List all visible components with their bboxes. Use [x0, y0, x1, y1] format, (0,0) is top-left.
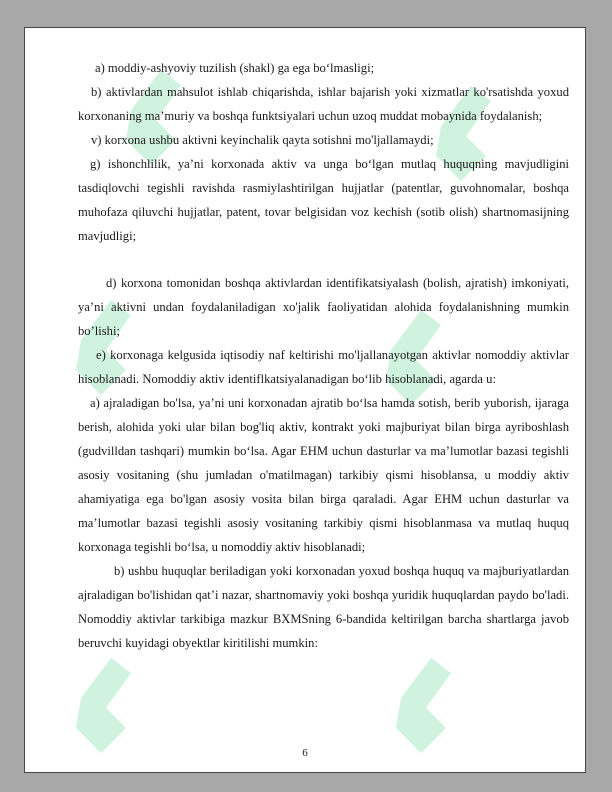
- document-body: [78, 56, 569, 655]
- paragraph: b) aktivlardan mahsulot ishlab chiqarishda, ishlar bajarish yoki xizmatlar ko'rsatishda yoxud korxonaning ma’muriy va boshqa funktsiyalari uchun uzoq muddat mobaynida foydalanish;: [78, 85, 569, 123]
- document-page: [24, 27, 586, 773]
- paragraph: a) ajraladigan bo'lsa, ya’ni uni korxonadan ajratib boʻlsa hamda sotish, berib yuborish, ijaraga berish, alohida yoki ular bilan bog'liq aktiv, kontrakt yoki majburiyat bilan birga ayriboshlash (gudvilldan tashqari) mumkin boʻlsa. Agar EHM uchun dasturlar va ma’lumotlar bazasi tegishli asosiy vositaning (shu jumladan o'matilmagan) tarkibiy qismi hisoblansa, u moddiy aktiv ahamiyatiga ega bo'lgan asosiy vosita bilan birga qaraladi. Agar EHM uchun dasturlar va ma’lumotlar bazasi tegishli asosiy vositaning tarkibiy qismi hisoblanmasa va mutlaq huquq korxonaga tegishli boʻlsa, u nomoddiy aktiv hisoblanadi;: [78, 396, 569, 554]
- paragraph: b) ushbu huquqlar beriladigan yoki korxonadan yoxud boshqa huquq va majburiyatlardan ajraladigan bo'lishidan qat’i nazar, shartnomaviy yoki boshqa yuridik huquqlardan paydo bo'ladi. Nomoddiy aktivlar tarkibiga mazkur BXMSning 6-bandida keltirilgan barcha shartlarga javob beruvchi kuyidagi obyektlar kiritilishi mumkin:: [78, 564, 569, 650]
- paragraph: g) ishonchlilik, ya’ni korxonada aktiv va unga boʻlgan mutlaq huquqning mavjudligini tasdiqlovchi tegishli ravishda rasmiylashtirilgan hujjatlar (patentlar, guvohnomalar, boshqa muhofaza qiluvchi hujjatlar, patent, tovar belgisidan voz kechish (sotib olish) shartnomasijning mavjudligi;: [78, 157, 569, 243]
- watermark-logo-icon: [71, 638, 141, 758]
- watermark-logo-icon: [391, 638, 461, 758]
- paragraph: a) moddiy-ashyoviy tuzilish (shakl) ga ega boʻlmasligi;: [95, 61, 375, 75]
- paragraph-gap: [78, 248, 569, 271]
- paragraph: e) korxonaga kelgusida iqtisodiy naf keltirishi mo'ljallanayotgan aktivlar nomoddiy aktivlar hisoblanadi. Nomoddiy aktiv identiflkatsiyalanadigan boʻlib hisoblanadi, agarda u:: [78, 348, 569, 386]
- page-number: 6: [302, 747, 308, 759]
- paragraph: v) korxona ushbu aktivni keyinchalik qayta sotishni mo'ljallamaydi;: [91, 133, 434, 147]
- paragraph: d) korxona tomonidan boshqa aktivlardan identifikatsiyalash (bolish, ajratish) imkoniyati, ya’ni aktivni undan foydalaniladigan xo'jalik faoliyatidan alohida foydalanishning mumkin bo’lishi;: [78, 276, 569, 338]
